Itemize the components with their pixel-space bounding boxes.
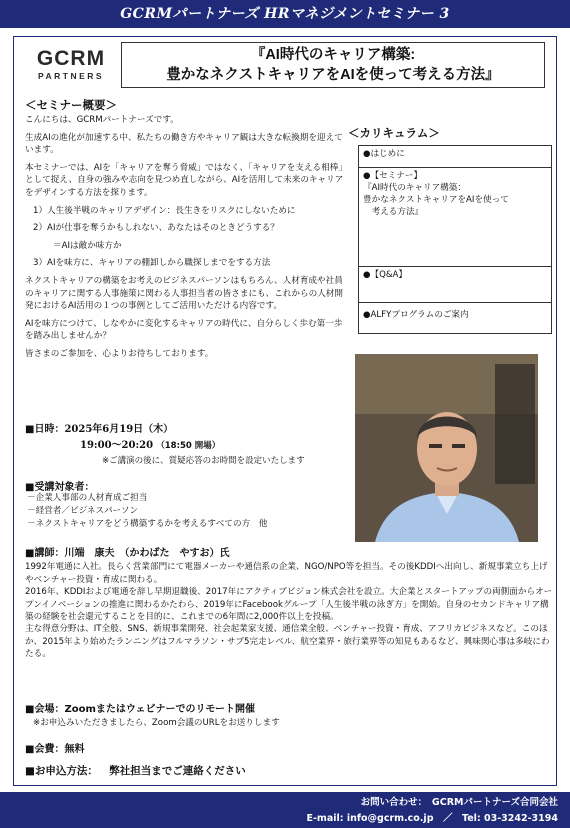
overview-paragraph: ネクストキャリアの構築をお考えのビジネスパーソンはもちろん、人材育成や社員のキャリアに関する人事施策に関わる人事担当者の皆さまにも、これからの人材開発におけるAI活用の１つの事例としてご活用いただける内容です。 bbox=[25, 275, 343, 312]
overview-point: ＝AIは敵か味方か bbox=[53, 240, 122, 251]
curriculum-item-detail: 考える方法』 bbox=[363, 207, 424, 217]
time-value: 19:00～20:20 bbox=[80, 440, 154, 451]
curriculum-item-label: ●ALFYプログラムのご案内 bbox=[363, 310, 469, 320]
seminar-banner bbox=[0, 0, 570, 28]
speaker-section bbox=[25, 548, 553, 661]
overview-paragraph: 皆さまのご参加を、心よりお待ちしております。 bbox=[25, 348, 214, 359]
curriculum-item bbox=[359, 168, 551, 267]
date-note: ※ご講演の後に、質疑応答のお時間を設定いたします bbox=[102, 456, 305, 466]
banner-title: GCRMパートナーズ HRマネジメントセミナー 3 bbox=[120, 6, 450, 22]
venue-note: ※お申込みいただきましたら、Zoom会議のURLをお送りします bbox=[33, 718, 280, 728]
curriculum-item-detail: 『AI時代のキャリア構築： bbox=[363, 183, 466, 193]
overview-point: 2）AIが仕事を奪うかもしれない、あなたはそのときどうする？ bbox=[33, 223, 279, 234]
overview-paragraph: こんにちは、GCRMパートナーズです。 bbox=[25, 115, 179, 125]
overview-point: 3）AIを味方に、キャリアの棚卸しから職探しまでをする方法 bbox=[33, 258, 271, 269]
event-date-row bbox=[25, 420, 173, 435]
curriculum-item bbox=[359, 303, 551, 333]
speaker-bio: 2016年、KDDIおよび電通を辞し早期退職後、2017年にアクティブビジョン株式会社を設立。大企業とスタートアップの両側面からオープンイノベーションの推進に関わるかたわら、2019年にFacebookグループ「人生後半戦の泳ぎ方」を開始。自身のセカンドキャリア構築の経験を社会還元することを目的に、これまでの6年間に2,000件以上を投稿。 bbox=[25, 587, 553, 623]
speaker-photo bbox=[355, 354, 538, 542]
fee-label: ■会費：無料 bbox=[25, 744, 85, 755]
audience-item: －ネクストキャリアをどう構築するかを考えるすべての方 他 bbox=[27, 519, 268, 529]
audience-label: ■受講対象者： bbox=[25, 482, 95, 493]
contact-footer bbox=[0, 792, 570, 828]
logo-wordmark: GCRM bbox=[36, 47, 106, 70]
curriculum-item-detail: 豊かなネクストキャリアをAIを使って bbox=[363, 195, 509, 205]
date-value: 2025年6月19日（木） bbox=[64, 424, 174, 435]
audience-item: －経営者／ビジネスパーソン bbox=[27, 506, 139, 516]
title-line-2: 豊かなネクストキャリアをAIを使って考える方法』 bbox=[166, 67, 500, 83]
curriculum-item-label: ●【Q&A】 bbox=[363, 270, 408, 280]
venue-label: ■会場：Zoomまたはウェビナーでのリモート開催 bbox=[25, 704, 256, 715]
seminar-title bbox=[121, 42, 545, 88]
logo-subtitle: PARTNERS bbox=[37, 71, 105, 81]
company-logo bbox=[30, 48, 112, 82]
overview-point: 1）人生後半戦のキャリアデザイン：長生きをリスクにしないために bbox=[33, 205, 296, 216]
audience-item: －企業人事部の人材育成ご担当 bbox=[27, 493, 148, 503]
overview-heading: ＜セミナー概要＞ bbox=[25, 98, 117, 112]
overview-body bbox=[25, 114, 345, 366]
speaker-bio: 主な得意分野は、IT全般、SNS、新規事業開発、社会起業家支援、通信業全般、ベンチャー投資・育成、アフリカビジネスなど。このほか、2015年より始めたランニングはフルマラソン・サブ5完走レベル、航空業界・旅行業界等の知見もあるなど、興味関心事は多岐にわたる。 bbox=[25, 624, 550, 660]
audience-list bbox=[27, 492, 267, 531]
curriculum-item bbox=[359, 267, 551, 303]
title-line-1: 『AI時代のキャリア構築: bbox=[250, 47, 416, 63]
curriculum-heading: ＜カリキュラム＞ bbox=[348, 126, 440, 140]
speaker-bio: 1992年電通に入社。長らく営業部門にて電器メーカーや通信系の企業、NGO/NPO等を担当。その後KDDIへ出向し、新規事業立ち上げやベンチャー投資・育成に関わる。 bbox=[25, 562, 548, 585]
apply-row bbox=[25, 763, 246, 778]
contact-details: E-mail: info@gcrm.co.jp ／ Tel: 03-3242-3194 bbox=[306, 813, 558, 824]
time-note: （18:50 開場） bbox=[156, 441, 221, 451]
date-label: ■日時： bbox=[25, 424, 65, 435]
curriculum-table bbox=[358, 145, 552, 334]
curriculum-item-label: ●はじめに bbox=[363, 149, 405, 159]
overview-paragraph: 生成AIの進化が加速する中、私たちの働き方やキャリア観は大きな転換期を迎えています。 bbox=[25, 132, 343, 156]
overview-paragraph: AIを味方につけて、しなやかに変化するキャリアの時代に、自分らしく歩む第一歩を踏み出しませんか？ bbox=[25, 318, 343, 342]
apply-value: 弊社担当までご連絡ください bbox=[109, 765, 246, 777]
curriculum-item bbox=[359, 146, 551, 168]
apply-label: ■お申込方法： bbox=[25, 765, 98, 777]
contact-company: お問い合わせ： GCRMパートナーズ合同会社 bbox=[360, 797, 558, 808]
overview-paragraph: 本セミナーでは、AIを「キャリアを奪う脅威」ではなく、「キャリアを支える相棒」として捉え、自身の強みや志向を見つめ直しながら、AIを活用して未来のキャリアをデザインする方法を探ります。 bbox=[25, 162, 344, 198]
curriculum-item-label: ●【セミナー】 bbox=[363, 171, 423, 181]
speaker-name: ■講師：川端 康夫 （かわばた やすお）氏 bbox=[25, 548, 230, 559]
event-time-row bbox=[80, 436, 220, 451]
